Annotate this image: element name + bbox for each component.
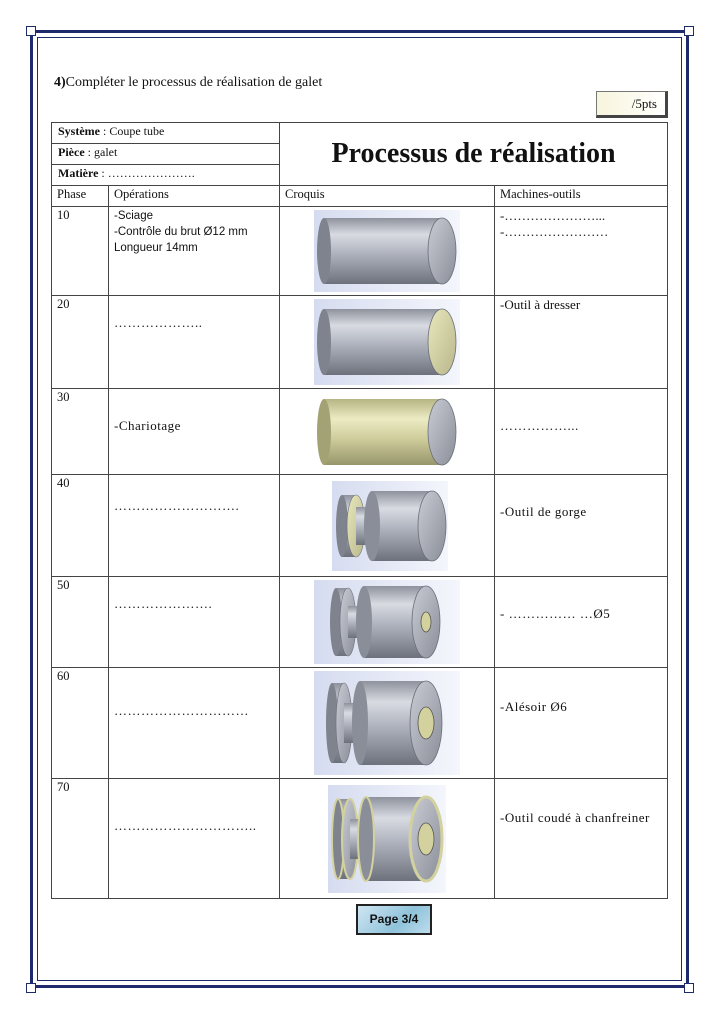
operations-cell: …………………………: [109, 668, 280, 779]
machines-cell: - …………… …Ø5: [495, 577, 668, 668]
table-row: [52, 577, 668, 668]
table-row: [52, 296, 668, 389]
table-row: [52, 207, 668, 296]
exercise-number: 4): [54, 75, 66, 90]
operations-cell: …………………………..: [109, 779, 280, 899]
matiere-cell: Matière : ………………….: [52, 165, 280, 186]
sketch-drilled-part: [280, 577, 495, 668]
machines-cell: ……………...: [495, 389, 668, 475]
process-table: [51, 122, 668, 899]
phase-number: 20: [52, 296, 109, 389]
machines-cell: -Alésoir Ø6: [495, 668, 668, 779]
operations-cell: -Sciage -Contrôle du brut Ø12 mm Longueur 14mm: [109, 207, 280, 296]
machines-cell: -Outil à dresser: [495, 296, 668, 389]
phase-number: 10: [52, 207, 109, 296]
phase-number: 30: [52, 389, 109, 475]
machines-cell: -Outil de gorge: [495, 475, 668, 577]
frame-corner-ornament: [26, 983, 36, 993]
phase-number: 70: [52, 779, 109, 899]
table-row: [52, 475, 668, 577]
systeme-cell: Système : Coupe tube: [52, 123, 280, 144]
frame-corner-ornament: [684, 26, 694, 36]
sketch-chamfered-part: [280, 779, 495, 899]
operations-cell: ………………..: [109, 296, 280, 389]
col-header-croquis: Croquis: [280, 186, 495, 207]
machines-cell: -Outil coudé à chanfreiner: [495, 779, 668, 899]
phase-number: 60: [52, 668, 109, 779]
page-number-badge: Page 3/4: [356, 904, 432, 935]
table-row: [52, 779, 668, 899]
phase-number: 40: [52, 475, 109, 577]
machines-cell: -…………………... -……………………: [495, 207, 668, 296]
score-box: /5pts: [596, 91, 668, 118]
sketch-grooved-part: [280, 475, 495, 577]
exercise-heading: [54, 75, 322, 91]
col-header-machines: Machines-outils: [495, 186, 668, 207]
phase-number: 50: [52, 577, 109, 668]
col-header-operations: Opérations: [109, 186, 280, 207]
operations-cell: ……………………….: [109, 475, 280, 577]
operations-cell: -Chariotage: [109, 389, 280, 475]
table-row: [52, 668, 668, 779]
operations-cell: ………………….: [109, 577, 280, 668]
sketch-reamed-part: [280, 668, 495, 779]
col-header-phase: Phase: [52, 186, 109, 207]
frame-corner-ornament: [684, 983, 694, 993]
sketch-raw-cylinder: [280, 207, 495, 296]
frame-corner-ornament: [26, 26, 36, 36]
sketch-faced-cylinder: [280, 296, 495, 389]
exercise-instruction: Compléter le processus de réalisation de galet: [65, 75, 323, 90]
piece-cell: Pièce : galet: [52, 144, 280, 165]
table-title: Processus de réalisation: [280, 123, 668, 186]
table-row: [52, 389, 668, 475]
sketch-turned-cylinder: [280, 389, 495, 475]
